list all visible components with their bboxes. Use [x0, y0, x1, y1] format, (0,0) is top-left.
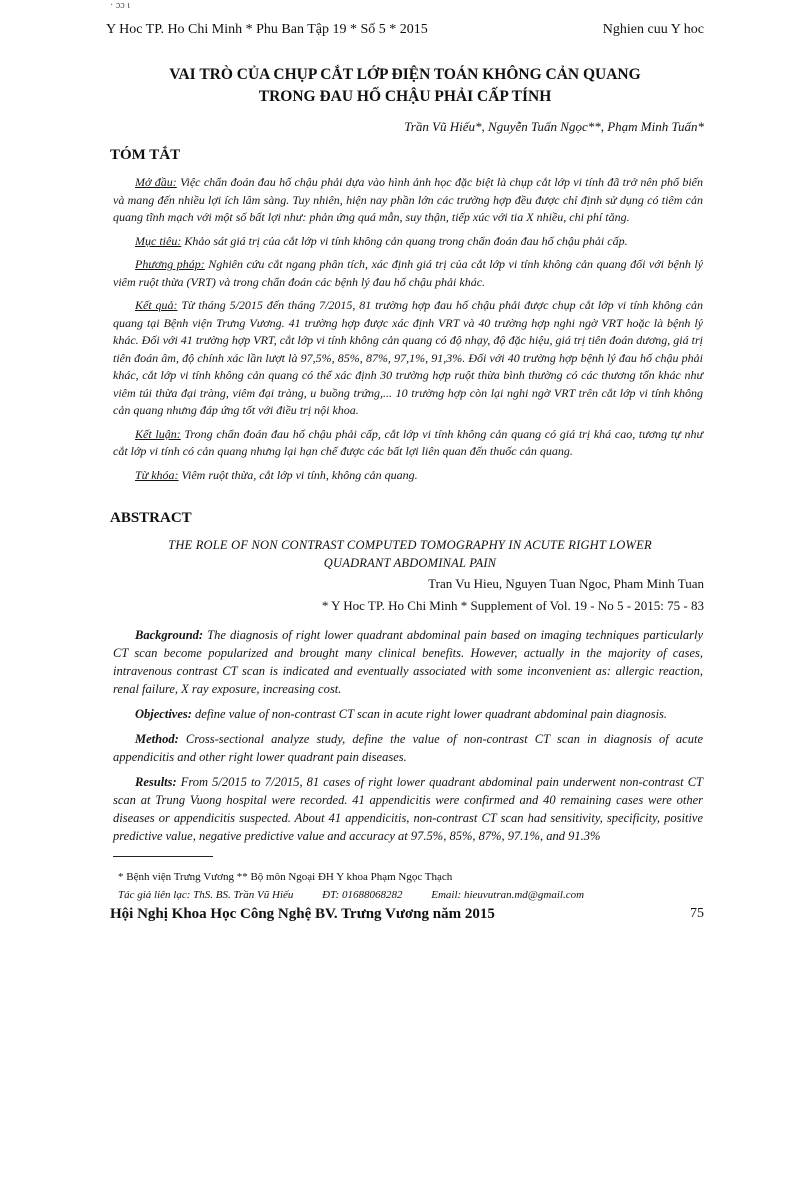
english-title-line-2: QUADRANT ABDOMINAL PAIN	[323, 556, 497, 570]
paragraph-text: Viêm ruột thừa, cắt lớp vi tính, không cản quang.	[178, 467, 418, 482]
paragraph-text: Từ tháng 5/2015 đến tháng 7/2015, 81 trường hợp đau hố chậu phải được chụp cắt lớp vi tính không cản quang tại Bệnh viện Trưng Vương. 41 trường hợp được xác định VRT và 40 trường hợp nghi ngờ VRT hoặc là bệnh lý khác. Đối với 41 trường hợp VRT, cắt lớp vi tính không cản quang có độ nhạy, độ đặc hiệu, giá trị tiên đoán dương, giá trị tiên đoán âm, độ chính xác lần lượt là 97,5%, 85%, 87%, 97,1%, 91,3%. Đối với 40 trường hợp bệnh lý đau hố chậu phải khác, cắt lớp vi tính không cản quang có thể xác định 30 trường hợp ruột thừa bình thường có các thương tổn khác như viêm túi thừa đại tràng, viêm đại tràng, u buồng trứng,... 10 trường hợp còn lại nghi ngờ VRT trên cắt lớp vi tính không cản quang nhưng đáp ứng tốt với điều trị nội khoa.	[113, 298, 703, 417]
footnote-affiliations: * Bệnh viện Trưng Vương ** Bộ môn Ngoại ĐH Y khoa Phạm Ngọc Thạch	[118, 871, 453, 883]
paragraph-text: define value of non-contrast CT scan in acute right lower quadrant abdominal pain diagnosis.	[191, 707, 668, 721]
paragraph-label: Background:	[135, 628, 204, 642]
running-header	[106, 22, 704, 40]
paragraph-text: Khảo sát giá trị của cắt lớp vi tính không cản quang trong chẩn đoán đau hố chậu phải cấp.	[181, 233, 628, 248]
abstract-paragraph	[113, 773, 703, 845]
vietnamese-summary	[113, 174, 703, 490]
page-footer	[110, 906, 704, 926]
title-line-2: TRONG ĐAU HỐ CHẬU PHẢI CẤP TÍNH	[258, 88, 552, 105]
article-title	[106, 64, 704, 108]
paragraph-label: Kết luận:	[135, 426, 181, 441]
paragraph-label: Từ khóa:	[135, 467, 179, 482]
summary-paragraph	[113, 297, 703, 420]
paragraph-label: Mục tiêu:	[135, 233, 182, 248]
abstract-paragraph	[113, 705, 703, 723]
conference-name: Hội Nghị Khoa Học Công Nghệ BV. Trưng Vương năm 2015	[110, 906, 495, 922]
abstract-paragraph	[113, 626, 703, 698]
paragraph-label: Objectives:	[135, 707, 192, 721]
english-title	[140, 536, 680, 572]
contact-author: Tác giả liên lạc: ThS. BS. Trần Vũ Hiếu	[118, 889, 294, 901]
paragraph-text: Nghiên cứu cắt ngang phân tích, xác định giá trị của cắt lớp vi tính không cản quang đối với bệnh lý viêm ruột thừa (VRT) và trong chẩn đoán các bệnh lý đau hố chậu phải khác.	[113, 257, 704, 289]
paragraph-text: The diagnosis of right lower quadrant abdominal pain based on imaging techniques particularly CT scan become popularized and brought many clinical benefits. However, actually in the majority of cases, intravenous contrast CT scan is indicated and eventually associated with some inconvenient as: allergic reaction, renal failure, X ray exposure, increasing cost.	[113, 628, 703, 696]
paragraph-text: Trong chẩn đoán đau hố chậu phải cấp, cắt lớp vi tính không cản quang có giá trị khá cao, tương tự như cắt lớp vi tính có cản quang nhưng lại hạn chế được các bất lợi liên quan đến thuốc cản quang.	[113, 426, 703, 458]
english-abstract	[113, 626, 703, 852]
footnote-divider	[113, 856, 213, 857]
english-title-line-1: THE ROLE OF NON CONTRAST COMPUTED TOMOGRAPHY IN ACUTE RIGHT LOWER	[168, 538, 652, 552]
paragraph-label: Method:	[135, 732, 179, 746]
margin-scribble: · ɔɔ ɩ	[110, 0, 130, 11]
abstract-paragraph	[113, 730, 703, 766]
section-heading-tomtat: TÓM TẮT	[110, 147, 181, 163]
paragraph-label: Mở đầu:	[135, 175, 177, 189]
summary-paragraph	[113, 467, 703, 485]
english-author-list: Tran Vu Hieu, Nguyen Tuan Ngoc, Pham Minh Tuan	[428, 576, 704, 591]
summary-paragraph	[113, 256, 703, 291]
paragraph-text: Cross-sectional analyze study, define the value of non-contrast CT scan in diagnosis of acute appendicitis and other right lower quadrant pain diseases.	[113, 732, 703, 764]
summary-paragraph	[113, 174, 703, 227]
paragraph-text: Việc chẩn đoán đau hố chậu phải dựa vào hình ảnh học đặc biệt là chụp cắt lớp vi tính đã trở nên phổ biến và mang đến nhiều lợi ích lâm sàng. Tuy nhiên, hiện nay phần lớn các trường hợp đều được chỉ định sử dụng có tiêm cản quang tĩnh mạch với một số bất lợi như: phản ứng quá mẫn, suy thận, tiếp xúc với tia X nhiều, chi phí tăng.	[113, 175, 703, 224]
contact-email: Email: hieuvutran.md@gmail.com	[431, 889, 585, 901]
paragraph-text: From 5/2015 to 7/2015, 81 cases of right lower quadrant abdominal pain underwent non-contrast CT scan at Trung Vuong hospital were recorded. 41 appendicitis were confirmed and 40 remaining cases were other diseases or appendicitis suspected. About 41 appendicitis, non-contrast CT scan had sensitivity, specificity, positive predictive value, negative predictive value and accuracy at 97.5%, 85%, 87%, 97.1%, and 91.3%	[113, 775, 703, 843]
title-line-1: VAI TRÒ CỦA CHỤP CẮT LỚP ĐIỆN TOÁN KHÔNG CẢN QUANG	[169, 66, 641, 83]
footnote-contact	[118, 889, 688, 901]
page-number: 75	[690, 906, 704, 921]
summary-paragraph	[113, 426, 703, 461]
summary-paragraph	[113, 233, 703, 251]
paragraph-label: Kết quả:	[135, 298, 178, 312]
author-list: Trần Vũ Hiếu*, Nguyễn Tuấn Ngọc**, Phạm Minh Tuấn*	[404, 119, 704, 134]
paragraph-label: Results:	[135, 775, 177, 789]
running-head-journal: Y Hoc TP. Ho Chi Minh * Phu Ban Tập 19 * Số 5 * 2015	[106, 22, 428, 37]
citation-line: * Y Hoc TP. Ho Chi Minh * Supplement of Vol. 19 - No 5 - 2015: 75 - 83	[321, 598, 704, 613]
section-heading-abstract: ABSTRACT	[110, 510, 192, 526]
running-head-section: Nghien cuu Y hoc	[602, 22, 704, 37]
contact-phone: ĐT: 01688068282	[322, 889, 403, 901]
paragraph-label: Phương pháp:	[135, 257, 205, 271]
